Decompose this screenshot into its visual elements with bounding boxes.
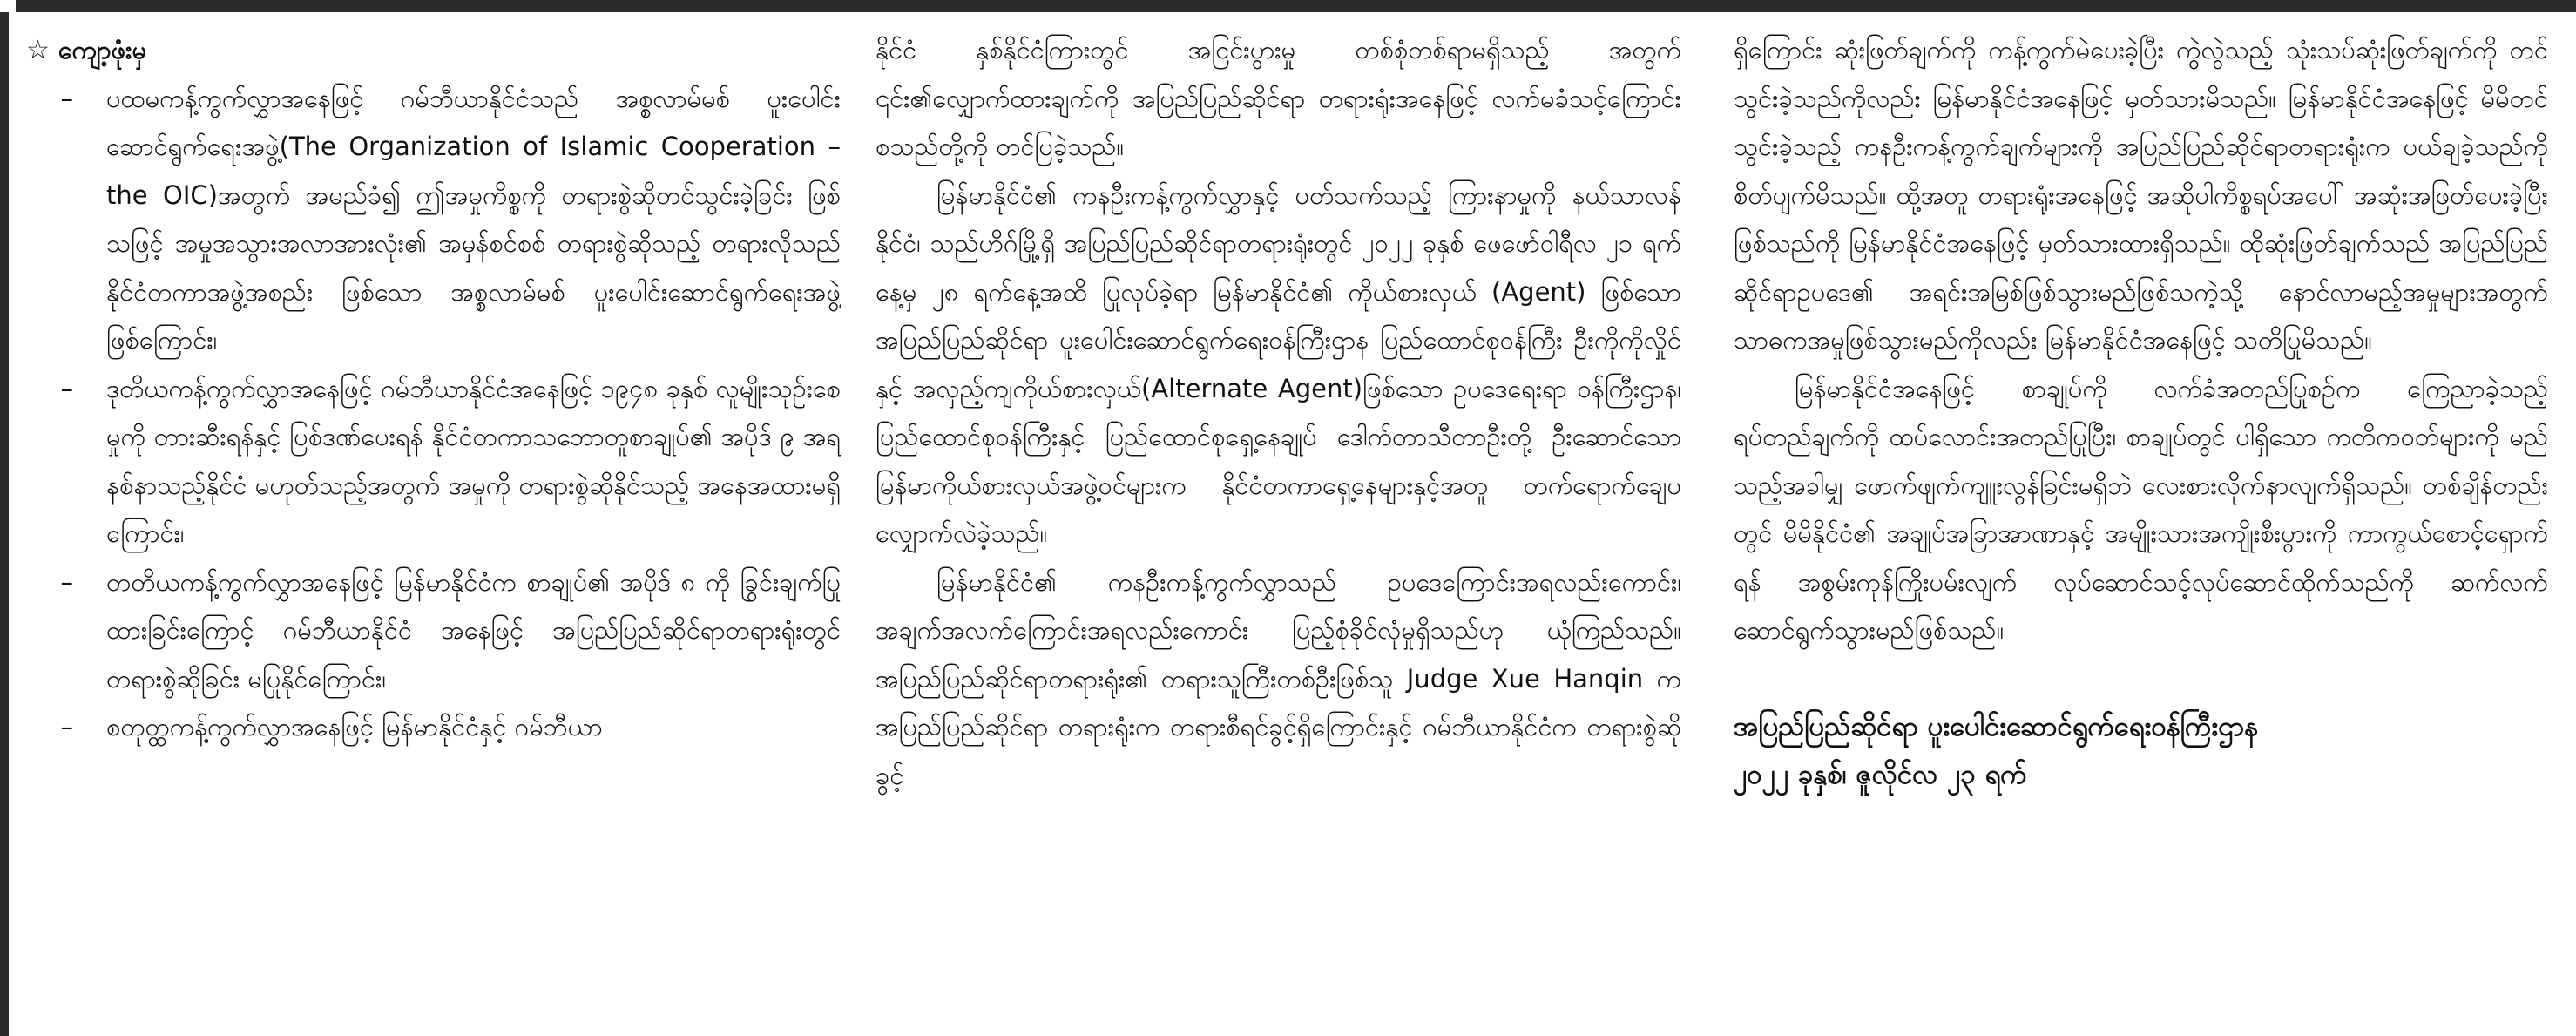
paragraph: မြန်မာနိုင်ငံ၏ ကနဦးကန့်ကွက်လွှာနှင့် ပတ်သက်သည့် ကြားနာမှုကို နယ်သာလန်နိုင်ငံ၊ သည်ဟိဂ်မြို့ရှိ အပြည်ပြည်ဆိုင်ရာတရားရုံးတွင် ၂၀၂၂ ခုနှစ် ဖေဖော်ဝါရီလ ၂၁ ရက်နေ့မှ ၂၈ ရက်နေ့အထိ ပြုလုပ်ခဲ့ရာ မြန်မာနိုင်ငံ၏ ကိုယ်စားလှယ် (Agent) ဖြစ်သော အပြည်ပြည်ဆိုင်ရာ ပူးပေါင်းဆောင်ရွက်ရေးဝန်ကြီးဌာန ပြည်ထောင်စုဝန်ကြီး ဦးကိုကိုလှိုင်နှင့် အလှည့်ကျကိုယ်စားလှယ်(Alternate Agent)ဖြစ်သော ဥပဒေရေးရာ ဝန်ကြီးဌာန၊ ပြည်ထောင်စုဝန်ကြီးနှင့် ပြည်ထောင်စုရှေ့နေချုပ် ဒေါက်တာသီတာဦးတို့ ဦးဆောင်သော မြန်မာကိုယ်စားလှယ်အဖွဲ့ဝင်များက နိုင်ငံတကာရှေ့နေများနှင့်အတူ တက်ရောက်ချေပ လျှောက်လဲခဲ့သည်။ bbox=[876, 179, 1681, 548]
list-item bbox=[26, 703, 841, 752]
bullet-dash: – bbox=[60, 712, 73, 741]
list-item-text: ဒုတိယကန့်ကွက်လွှာအနေဖြင့် ဂမ်ဘီယာနိုင်ငံအနေဖြင့် ၁၉၄၈ ခုနှစ် လူမျိုးသုဉ်းစေမှုကို တားဆီးရန်နှင့် ပြစ်ဒဏ်ပေးရန် နိုင်ငံတကာသဘောတူစာချုပ်၏ အပိုဒ် ၉ အရ နစ်နာသည့်နိုင်ငံ မဟုတ်သည့်အတွက် အမှုကို တရားစွဲဆိုနိုင်သည့် အနေအထားမရှိကြောင်း၊ bbox=[106, 373, 841, 548]
star-icon: ☆ bbox=[26, 35, 50, 65]
paragraph: နိုင်ငံ နှစ်နိုင်ငံကြားတွင် အငြင်းပွားမှု တစ်စုံတစ်ရာမရှိသည့် အတွက် ၎င်း၏လျှောက်ထားချက်ကို အပြည်ပြည်ဆိုင်ရာ တရားရုံးအနေဖြင့် လက်မခံသင့်ကြောင်း စသည်တို့ကို တင်ပြခဲ့သည်။ bbox=[876, 35, 1681, 161]
list-item-text: တတိယကန့်ကွက်လွှာအနေဖြင့် မြန်မာနိုင်ငံက စာချုပ်၏ အပိုဒ် ၈ ကို ခြွင်းချက်ပြုထားခြင်းကြောင့် ဂမ်ဘီယာနိုင်ငံ အနေဖြင့် အပြည်ပြည်ဆိုင်ရာတရားရုံးတွင် တရားစွဲဆိုခြင်း မပြုနိုင်ကြောင်း၊ bbox=[106, 566, 841, 694]
signoff-org: အပြည်ပြည်ဆိုင်ရာ ပူးပေါင်းဆောင်ရွက်ရေးဝန်ကြီးဌာန bbox=[1734, 710, 2259, 742]
section-heading-text: ကျော့ဖုံးမှ bbox=[57, 35, 147, 64]
list-item-text: ပထမကန့်ကွက်လွှာအနေဖြင့် ဂမ်ဘီယာနိုင်ငံသည် အစ္စလာမ်မစ် ပူးပေါင်းဆောင်ရွက်ရေးအဖွဲ့(The Organization of Islamic Cooperation – the OIC)အတွက် အမည်ခံ၍ ဤအမှုကိစ္စကို တရားစွဲဆိုတင်သွင်းခဲ့ခြင်း ဖြစ်သဖြင့် အမှုအသွားအလာအားလုံး၏ အမှန်စင်စစ် တရားစွဲဆိုသည့် တရားလိုသည် နိုင်ငံတကာအဖွဲ့အစည်း ဖြစ်သော အစ္စလာမ်မစ် ပူးပေါင်းဆောင်ရွက်ရေးအဖွဲ့ ဖြစ်ကြောင်း၊ bbox=[106, 83, 841, 355]
list-item bbox=[26, 559, 841, 704]
column-1 bbox=[26, 26, 841, 1036]
paragraph: ရှိကြောင်း ဆုံးဖြတ်ချက်ကို ကန့်ကွက်မဲပေးခဲ့ပြီး ကွဲလွဲသည့် သုံးသပ်ဆုံးဖြတ်ချက်ကို တင်သွင်းခဲ့သည်ကိုလည်း မြန်မာနိုင်ငံအနေဖြင့် မှတ်သားမိသည်။ မြန်မာနိုင်ငံအနေဖြင့် မိမိတင်သွင်းခဲ့သည့် ကနဦးကန့်ကွက်ချက်များကို အပြည်ပြည်ဆိုင်ရာတရားရုံးက ပယ်ချခဲ့သည်ကို စိတ်ပျက်မိသည်။ ထို့အတူ တရားရုံးအနေဖြင့် အဆိုပါကိစ္စရပ်အပေါ် အဆုံးအဖြတ်ပေးခဲ့ပြီး ဖြစ်သည်ကို မြန်မာနိုင်ငံအနေဖြင့် မှတ်သားထားရှိသည်။ ထိုဆုံးဖြတ်ချက်သည် အပြည်ပြည်ဆိုင်ရာဥပဒေ၏ အရင်းအမြစ်ဖြစ်သွားမည်ဖြစ်သကဲ့သို့ နောင်လာမည့်အမှုများအတွက် သာဓကအမှုဖြစ်သွားမည်ကိုလည်း မြန်မာနိုင်ငံအနေဖြင့် သတိပြုမိသည်။ bbox=[1734, 35, 2548, 355]
section-heading bbox=[26, 26, 841, 75]
bullet-dash: – bbox=[60, 373, 73, 403]
top-border bbox=[0, 0, 2576, 12]
left-border-rule bbox=[0, 0, 9, 1036]
bullet-dash: – bbox=[60, 83, 73, 113]
signoff bbox=[1734, 703, 2548, 799]
top-border-rule bbox=[16, 0, 2576, 12]
column-2 bbox=[876, 26, 1681, 1036]
list-item bbox=[26, 75, 841, 365]
signoff-date: ၂၀၂၂ ခုနှစ်၊ ဇူလိုင်လ ၂၃ ရက် bbox=[1734, 758, 2027, 790]
bullet-dash: – bbox=[60, 566, 73, 597]
list-item-text: စတုတ္ထကန့်ကွက်လွှာအနေဖြင့် မြန်မာနိုင်ငံနှင့် ဂမ်ဘီယာ bbox=[106, 712, 603, 741]
paragraph: မြန်မာနိုင်ငံအနေဖြင့် စာချုပ်ကို လက်ခံအတည်ပြုစဉ်က ကြေညာခဲ့သည့် ရပ်တည်ချက်ကို ထပ်လောင်းအတည်ပြုပြီး၊ စာချုပ်တွင် ပါရှိသော ကတိကဝတ်များကို မည်သည့်အခါမျှ ဖောက်ဖျက်ကျူးလွန်ခြင်းမရှိဘဲ လေးစားလိုက်နာလျက်ရှိသည်။ တစ်ချိန်တည်းတွင် မိမိနိုင်ငံ၏ အချုပ်အခြာအာဏာနှင့် အမျိုးသားအကျိုးစီးပွားကို ကာကွယ်စောင့်ရှောက်ရန် အစွမ်းကုန်ကြိုးပမ်းလျက် လုပ်ဆောင်သင့်လုပ်ဆောင်ထိုက်သည်ကို ဆက်လက်ဆောင်ရွက်သွားမည်ဖြစ်သည်။ bbox=[1734, 373, 2548, 645]
column-3 bbox=[1734, 26, 2548, 1036]
paragraph: မြန်မာနိုင်ငံ၏ ကနဦးကန့်ကွက်လွှာသည် ဥပဒေကြောင်းအရလည်းကောင်း၊ အချက်အလက်ကြောင်းအရလည်းကောင်း ပြည့်စုံခိုင်လုံမှုရှိသည်ဟု ယုံကြည်သည်။ အပြည်ပြည်ဆိုင်ရာတရားရုံး၏ တရားသူကြီးတစ်ဦးဖြစ်သူ Judge Xue Hanqin က အပြည်ပြည်ဆိုင်ရာ တရားရုံးက တရားစီရင်ခွင့်ရှိကြောင်းနှင့် ဂမ်ဘီယာနိုင်ငံက တရားစွဲဆိုခွင့် bbox=[876, 566, 1681, 790]
list-item bbox=[26, 365, 841, 559]
